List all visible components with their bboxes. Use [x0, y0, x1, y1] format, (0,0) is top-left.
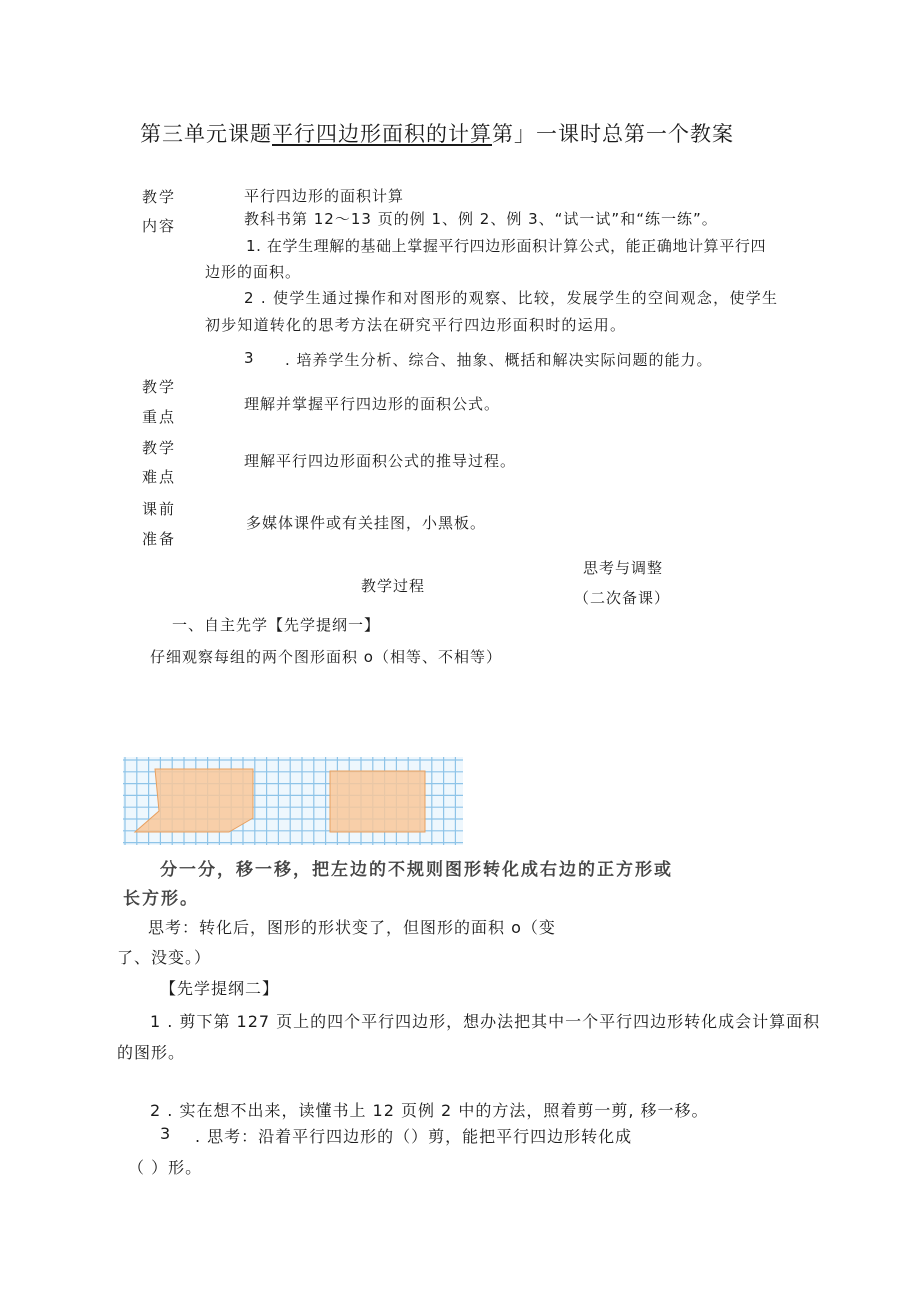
- row-label-prep-1: 课前: [142, 500, 177, 518]
- rectangle-shape: [330, 771, 425, 832]
- grid-figure: [123, 757, 463, 845]
- think-line-2: 了、没变。）: [117, 948, 212, 967]
- goal-1-line-a: 1. 在学生理解的基础上掌握平行四边形面积计算公式，能正确地计算平行四: [246, 237, 767, 255]
- row-label-content-1: 教学: [142, 188, 177, 206]
- row-label-prep-2: 准备: [142, 530, 177, 548]
- title-suffix: 第」一课时总第一个教案: [492, 122, 734, 146]
- goal-2-line-a: 2 . 使学生通过操作和对图形的观察、比较，发展学生的空间观念，使学生: [244, 289, 779, 307]
- goal-2-line-b: 初步知道转化的思考方法在研究平行四边形面积时的运用。: [205, 316, 627, 334]
- section-2-heading: 【先学提纲二】: [160, 979, 280, 998]
- content-line-2: 教科书第 12～13 页的例 1、例 2、例 3、“试一试”和“练一练”。: [244, 210, 718, 228]
- goal-3-text: . 培养学生分析、综合、抽象、概括和解决实际问题的能力。: [285, 351, 713, 369]
- row-label-key-1: 教学: [142, 378, 177, 396]
- item-1-line-a: 1 . 剪下第 127 页上的四个平行四边形，想办法把其中一个平行四边形转化成会计算面积: [150, 1012, 821, 1031]
- prep-text: 多媒体课件或有关挂图，小黑板。: [246, 514, 487, 532]
- side-heading-1: 思考与调整: [583, 559, 664, 577]
- row-label-content-2: 内容: [142, 217, 177, 235]
- item-2-text: 2 . 实在想不出来，读懂书上 12 页例 2 中的方法，照着剪一剪, 移一移。: [150, 1101, 709, 1120]
- page-title: [140, 118, 734, 148]
- section-1-heading: 一、自主先学【先学提纲一】: [172, 616, 381, 634]
- title-topic: 平行四边形面积的计算: [272, 122, 492, 146]
- row-label-difficulty-1: 教学: [142, 439, 177, 457]
- row-label-difficulty-2: 难点: [142, 468, 177, 486]
- side-heading-2: （二次备课）: [574, 589, 671, 607]
- process-heading: 教学过程: [361, 577, 426, 595]
- key-point-text: 理解并掌握平行四边形的面积公式。: [244, 395, 501, 413]
- figure-caption-line-2: 长方形。: [123, 889, 199, 909]
- title-prefix: 第三单元课题: [140, 122, 272, 146]
- figure-caption-line-1: 分一分，移一移，把左边的不规则图形转化成右边的正方形或: [160, 860, 673, 880]
- row-label-key-2: 重点: [142, 408, 177, 426]
- observe-prompt: 仔细观察每组的两个图形面积 o（相等、不相等）: [150, 648, 502, 666]
- item-1-line-b: 的图形。: [117, 1043, 186, 1062]
- think-line-1: 思考：转化后，图形的形状变了，但图形的面积 o（变: [148, 918, 556, 937]
- content-line-1: 平行四边形的面积计算: [244, 187, 405, 205]
- difficulty-text: 理解平行四边形面积公式的推导过程。: [244, 452, 517, 470]
- item-3-text: . 思考：沿着平行四边形的（）剪，能把平行四边形转化成: [195, 1127, 633, 1146]
- item-3-end: （ ）形。: [128, 1158, 203, 1177]
- goal-1-line-b: 边形的面积。: [205, 263, 302, 281]
- goal-3-number: 3: [244, 349, 255, 367]
- item-3-number: 3: [160, 1124, 172, 1143]
